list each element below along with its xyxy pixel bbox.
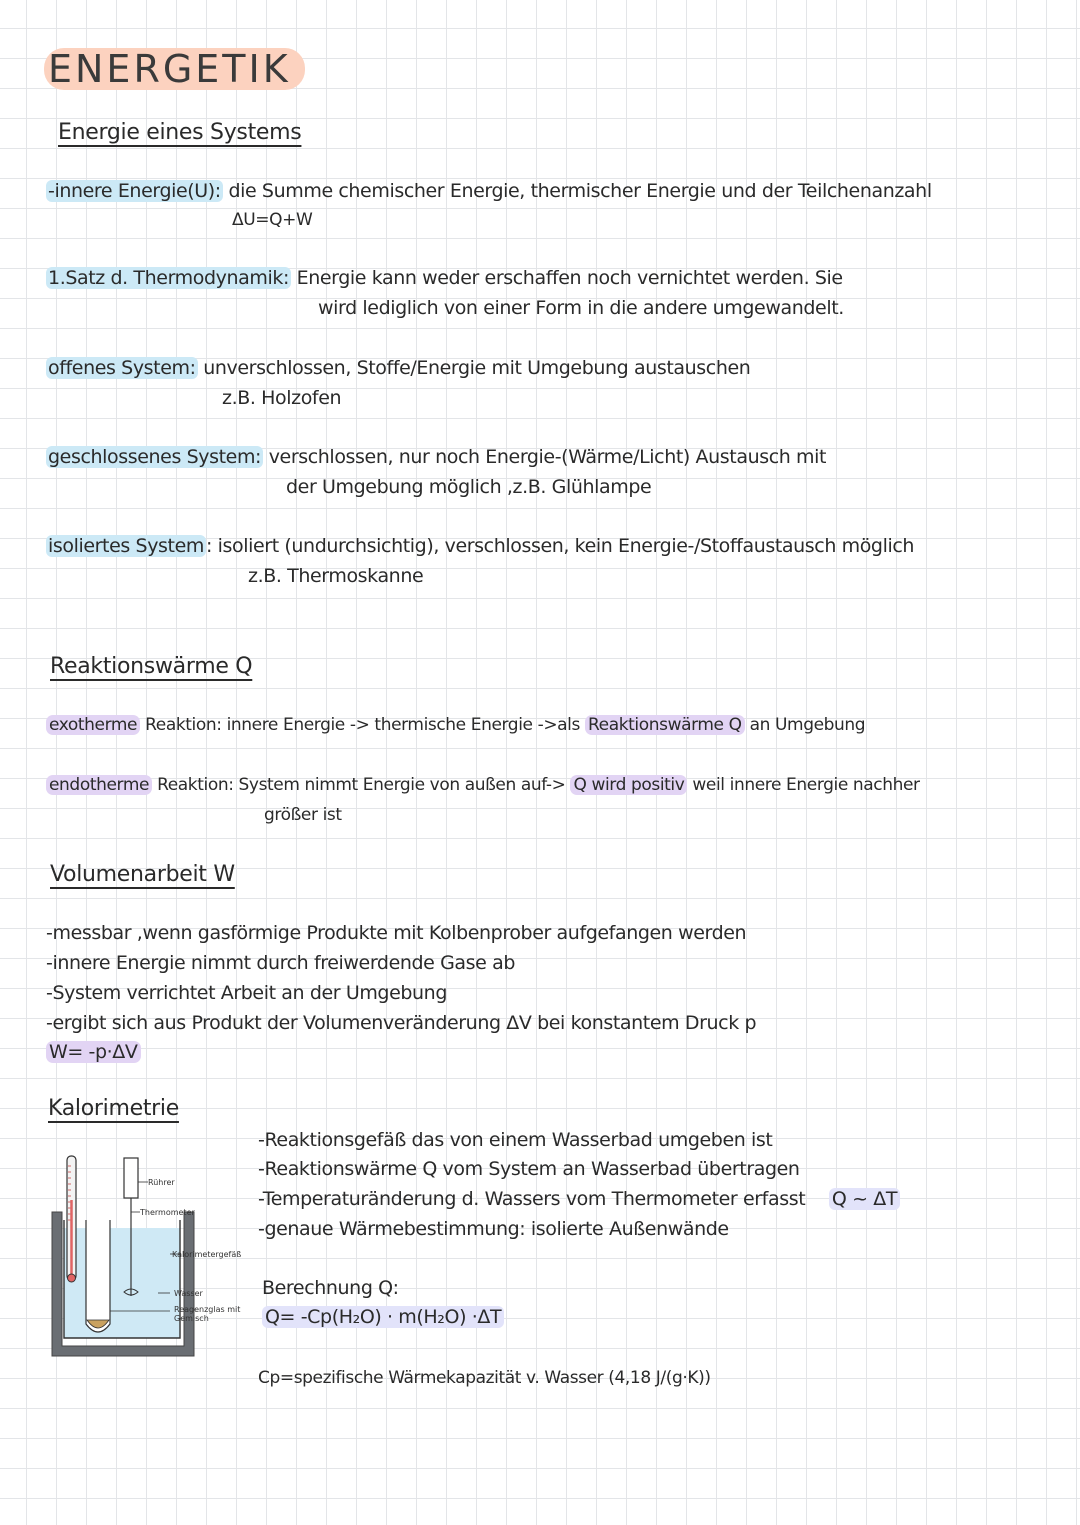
kalorimetrie-line-3 (258, 1188, 900, 1210)
exothermic-text-1: Reaktion: innere Energie -> thermische Energie ->als (145, 715, 580, 735)
heading-volumenarbeit: Volumenarbeit W (50, 862, 235, 887)
label-stirrer: Rührer (148, 1178, 175, 1187)
kalorimetrie-line-2: -Reaktionswärme Q vom System an Wasserbad übertragen (258, 1158, 800, 1180)
endothermic-line (46, 775, 920, 795)
label-thermometer: Thermometer (140, 1208, 195, 1217)
label-water: Wasser (174, 1289, 203, 1298)
exothermic-line (46, 715, 865, 735)
exothermic-text-2: an Umgebung (749, 715, 866, 735)
thermo-law-text-1: Energie kann weder erschaffen noch vernichtet werden. Sie (296, 267, 843, 289)
inner-energy-formula: ΔU=Q+W (232, 210, 313, 230)
test-tube (86, 1220, 110, 1332)
inner-energy-line (46, 180, 932, 202)
thermo-law-label: 1.Satz d. Thermodynamik: (48, 267, 289, 289)
open-system-example: z.B. Holzofen (222, 387, 342, 409)
closed-system-line (46, 446, 826, 468)
open-system-text: unverschlossen, Stoffe/Energie mit Umgebung austauschen (203, 357, 751, 379)
thermometer-bulb (68, 1274, 76, 1282)
stirrer-handle (124, 1158, 138, 1198)
inner-energy-text: die Summe chemischer Energie, thermischer Energie und der Teilchenanzahl (228, 180, 932, 202)
endothermic-label: endotherme (46, 775, 152, 795)
calc-formula-line (262, 1306, 504, 1328)
closed-system-label: geschlossenes System: (48, 446, 262, 468)
thermo-law-text-2: wird lediglich von einer Form in die andere umgewandelt. (318, 297, 844, 319)
calc-formula: Q= -Cp(H₂O) · m(H₂O) ·ΔT (262, 1306, 504, 1328)
volumenarbeit-line-1: -messbar ,wenn gasförmige Produkte mit Kolbenprober aufgefangen werden (46, 922, 747, 944)
endothermic-text-3: größer ist (264, 805, 342, 825)
closed-system-text-2: der Umgebung möglich ,z.B. Glühlampe (286, 476, 652, 498)
isolated-system-label: isoliertes System (48, 535, 204, 557)
closed-system-text-1: verschlossen, nur noch Energie-(Wärme/Licht) Austausch mit (268, 446, 827, 468)
isolated-system-line (46, 535, 914, 557)
heading-reaktionswaerme: Reaktionswärme Q (50, 654, 253, 679)
endothermic-text-2: weil innere Energie nachher (692, 775, 920, 795)
inner-energy-label: -innere Energie(U): (48, 180, 221, 202)
page-title: ENERGETIK (44, 48, 305, 90)
proportional-highlight: Q ~ ΔT (829, 1188, 900, 1210)
exothermic-label: exotherme (46, 715, 140, 735)
isolated-system-text: : isoliert (undurchsichtig), verschlossen, kein Energie-/Stoffaustausch möglich (206, 535, 915, 557)
endothermic-text-1: Reaktion: System nimmt Energie von außen auf-> (157, 775, 566, 795)
heading-kalorimetrie: Kalorimetrie (48, 1096, 179, 1121)
kalorimetrie-line-3-text: -Temperaturänderung d. Wassers vom Thermometer erfasst (258, 1188, 806, 1210)
thermo-law-line (46, 267, 843, 289)
cp-definition: Cp=spezifische Wärmekapazität v. Wasser (4,18 J/(g·K)) (258, 1368, 711, 1388)
label-mixture: Reagenzglas mit Gemisch (174, 1305, 241, 1323)
volumenarbeit-line-4: -ergibt sich aus Produkt der Volumenveränderung ΔV bei konstantem Druck p (46, 1012, 757, 1034)
volumenarbeit-line-2: -innere Energie nimmt durch freiwerdende Gase ab (46, 952, 516, 974)
exothermic-highlight: Reaktionswärme Q (585, 715, 745, 735)
isolated-system-example: z.B. Thermoskanne (248, 565, 424, 587)
volumenarbeit-line-3: -System verrichtet Arbeit an der Umgebung (46, 982, 447, 1004)
open-system-line (46, 357, 750, 379)
open-system-label: offenes System: (48, 357, 196, 379)
label-vessel: Kalorimetergefäß (172, 1250, 242, 1259)
endothermic-highlight: Q wird positiv (570, 775, 687, 795)
water-fill (64, 1228, 180, 1338)
calc-label: Berechnung Q: (262, 1277, 399, 1299)
kalorimetrie-line-4: -genaue Wärmebestimmung: isolierte Außenwände (258, 1218, 729, 1240)
volumenarbeit-formula-line (46, 1041, 141, 1063)
kalorimetrie-line-1: -Reaktionsgefäß das von einem Wasserbad umgeben ist (258, 1129, 773, 1151)
heading-energie-systems: Energie eines Systems (58, 120, 302, 145)
volumenarbeit-formula: W= -p·ΔV (46, 1041, 141, 1063)
